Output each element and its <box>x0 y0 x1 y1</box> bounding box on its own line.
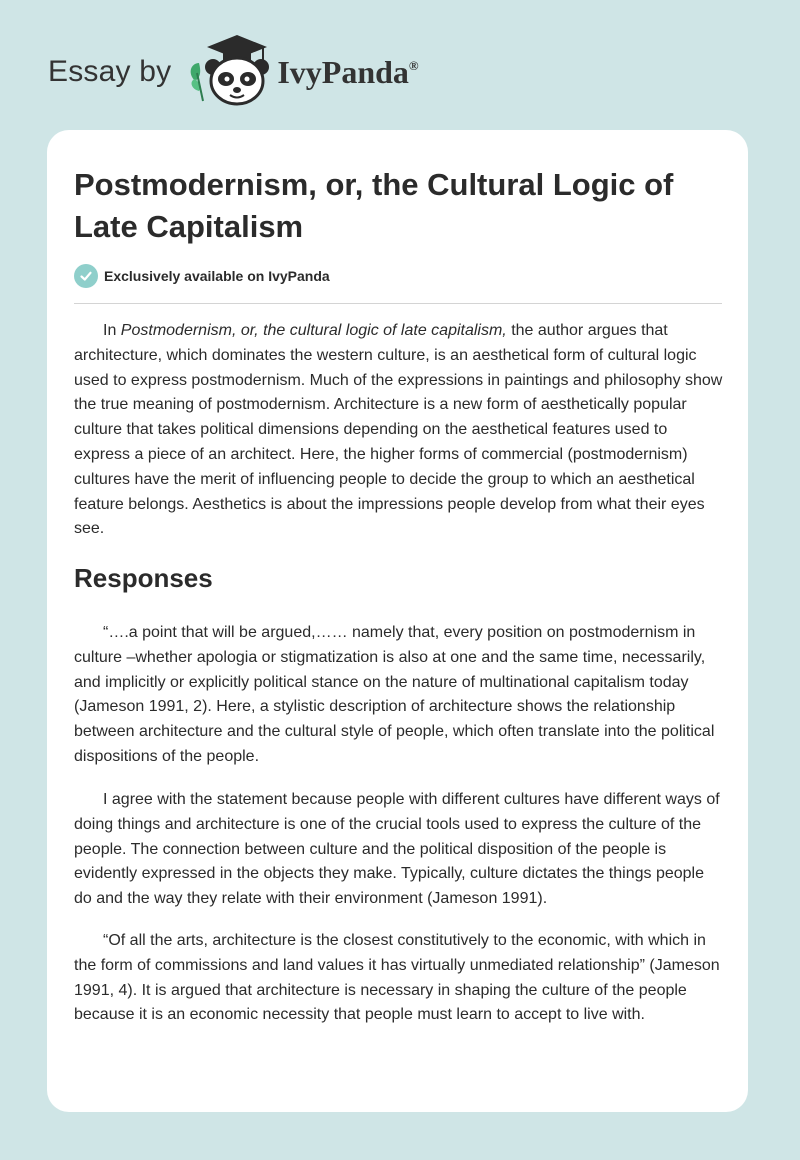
intro-paragraph <box>74 319 724 542</box>
exclusive-badge <box>74 264 330 288</box>
brand-label: IvyPanda <box>277 53 409 90</box>
body-paragraph: “….a point that will be argued,…… namely that, every position on postmodernism in culture –whether apologia or stigmatization is also at one and the same time, necessarily, and implicitly or explicitly political stance on the nature of multinational capitalism today (Jameson 1991, 2). Here, a stylistic description of architecture shows the relationship between architecture and the cultural style of people, which often translate into the political dispositions of the people. <box>74 624 715 765</box>
intro-book-title: Postmodernism, or, the cultural logic of late capitalism, <box>120 322 507 339</box>
site-header <box>48 34 419 110</box>
essay-card <box>47 130 748 1112</box>
panda-graduate-icon[interactable] <box>185 33 271 112</box>
section-heading-responses: Responses <box>74 563 213 593</box>
body-paragraph: “Of all the arts, architecture is the closest constitutively to the economic, with which in the form of commissions and land values it has virtually unmediated relationship” (Jameson 1991, 4). It is argued that architecture is necessary in shaping the culture of the people because it is an economic necessity that people must learn to accept to live with. <box>74 932 720 1024</box>
exclusive-badge-label: Exclusively available on IvyPanda <box>104 268 330 284</box>
trademark-mark: ® <box>408 57 419 73</box>
body-paragraph: I agree with the statement because people with different cultures have different ways of doing things and architecture is one of the crucial tools used to express the culture of the people. The connection between culture and the political disposition of the people is evidently expressed in the objects they make. Typically, culture dictates the things people do and the way they relate with their environment (Jameson 1991). <box>74 791 720 908</box>
brand-name[interactable] <box>277 54 418 91</box>
intro-lead: In <box>103 322 121 339</box>
essay-title: Postmodernism, or, the Cultural Logic of Late Capitalism <box>74 167 674 244</box>
divider <box>74 303 722 304</box>
check-circle-icon <box>74 264 98 288</box>
essay-by-label: Essay by <box>48 55 172 88</box>
intro-body: the author argues that architecture, which dominates the western culture, is an aesthetical form of cultural logic used to express postmodernism. Much of the expressions in paintings and philosophy show the true meaning of postmodernism. Architecture is a new form of aesthetically popular culture that takes political dimensions depending on the aesthetical features used to express a piece of an architect. Here, the higher forms of commercial (postmodernism) cultures have the merit of influencing people to decide the group to which an aesthetical feature belongs. Aesthetics is about the impressions people develop from what their eyes see. <box>74 322 723 538</box>
